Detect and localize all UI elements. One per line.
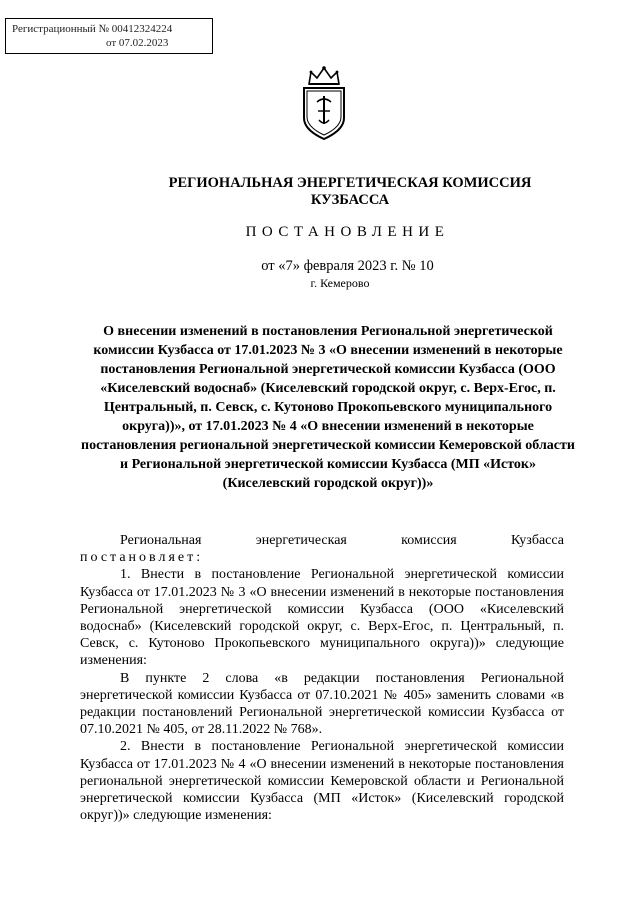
body-paragraph-1: 1. Внести в постановление Региональной энергетической комиссии Кузбасса от 17.01.2023 № 3 «О внесении изменений в некоторые постановления Региональной энергетической комиссии Кузбасса (ООО «Киселевский водоснаб» (Киселевский городской округ, с. Верх-Егос, п. Центральный, п. Севск, с. Кутоново Прокопьевского муниципального округа))» следующие изменения: (80, 567, 564, 669)
body-decides: постановляет: (80, 550, 204, 566)
document-city: г. Кемерово (310, 276, 370, 290)
document-type: ПОСТАНОВЛЕНИЕ (245, 224, 450, 240)
kuzbass-coat-of-arms-icon (295, 64, 353, 142)
registration-number: Регистрационный № 00412324224 (12, 23, 173, 35)
body-intro: Региональная энергетическая комиссия Кузбасса (120, 533, 564, 548)
organization-line-1: РЕГИОНАЛЬНАЯ ЭНЕРГЕТИЧЕСКАЯ КОМИССИЯ (168, 175, 532, 191)
document-subject: О внесении изменений в постановления Региональной энергетической комиссии Кузбасса от 17.01.2023 № 3 «О внесении изменений в некоторые постановления Региональной энергетической комиссии Кузбасса (ООО «Киселевский водоснаб» (Киселевский городской округ, с. Верх-Егос, п. Центральный, п. Севск, с. Кутоново Прокопьевского муниципального округа))», от 17.01.2023 № 4 «О внесении изменений в некоторые постановления региональной энергетической комиссии Кемеровской области и Региональной энергетической комиссии Кузбасса (МП «Исток» (Киселевский городской округ))» (81, 324, 575, 491)
organization-name (0, 175, 640, 209)
document-date-number: от «7» февраля 2023 г. № 10 (261, 258, 434, 274)
registration-stamp (5, 18, 213, 54)
body-paragraph-2: В пункте 2 слова «в редакции постановления Региональной энергетической комиссии Кузбасса от 07.10.2021 № 405» заменить словами «в редакции постановлений Региональной энергетической комиссии Кузбасса от 07.10.2021 № 405, от 28.11.2022 № 768». (80, 670, 564, 738)
document-body (80, 532, 564, 824)
organization-line-2: КУЗБАССА (310, 192, 390, 208)
registration-date: от 07.02.2023 (106, 37, 169, 49)
body-paragraph-3: 2. Внести в постановление Региональной энергетической комиссии Кузбасса от 17.01.2023 № 4 «О внесении изменений в некоторые постановления региональной энергетической комиссии Кемеровской области и Региональной энергетической комиссии Кузбасса (МП «Исток» (Киселевский городской округ))» следующие изменения: (80, 739, 564, 824)
